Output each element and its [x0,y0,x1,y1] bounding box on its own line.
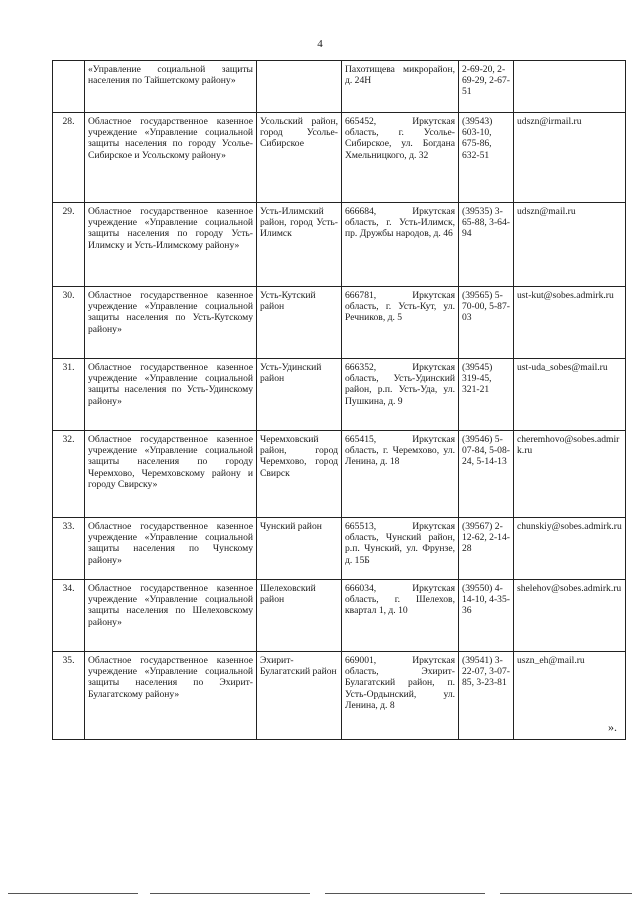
scan-edge-line [325,893,485,894]
institution-name: Областное государственное казенное учреждение «Управление социальной защиты населения по Усть-Кутскому району» [85,287,257,359]
email-address[interactable]: shelehov@sobes.admirk.ru [514,580,626,652]
table-row [53,203,626,287]
postal-address: 665513, Иркутская область, Чунский район, р.п. Чунский, ул. Фрунзе, д. 15Б [342,518,459,580]
postal-address: 669001, Иркутская область, Эхирит-Булагатский район, п. Усть-Ордынский, ул. Ленина, д. 8 [342,652,459,740]
table-row [53,113,626,203]
table-row [53,580,626,652]
phone-numbers: (39567) 2-12-62, 2-14-28 [459,518,514,580]
phone-numbers: 2-69-20, 2-69-29, 2-67-51 [459,61,514,113]
email-address[interactable]: ust-kut@sobes.admirk.ru [514,287,626,359]
service-area: Усть-Илимский район, город Усть-Илимск [257,203,342,287]
phone-numbers: (39545) 319-45, 321-21 [459,359,514,431]
row-number: 29. [53,203,85,287]
phone-numbers: (39546) 5-07-84, 5-08-24, 5-14-13 [459,431,514,518]
phone-numbers: (39535) 3-65-88, 3-64-94 [459,203,514,287]
phone-numbers: (39565) 5-70-00, 5-87-03 [459,287,514,359]
postal-address: Пахотищева микрорайон, д. 24Н [342,61,459,113]
service-area: Шелеховский район [257,580,342,652]
table-row [53,359,626,431]
table-row [53,287,626,359]
service-area: Эхирит-Булагатский район [257,652,342,740]
postal-address: 666352, Иркутская область, Усть-Удинский район, р.п. Усть-Уда, ул. Пушкина, д. 9 [342,359,459,431]
table-row [53,518,626,580]
institution-name: Областное государственное казенное учреждение «Управление социальной защиты населения по Усть-Удинскому району» [85,359,257,431]
table-row [53,431,626,518]
row-number [53,61,85,113]
institution-name: Областное государственное казенное учреждение «Управление социальной защиты населения по городу Черемхово, Черемховскому району и городу Свирску» [85,431,257,518]
closing-quote-mark: ». [608,720,617,734]
email-address [514,61,626,113]
postal-address: 666781, Иркутская область, г. Усть-Кут, ул. Речников, д. 5 [342,287,459,359]
page-number: 4 [317,38,323,50]
institution-name: Областное государственное казенное учреждение «Управление социальной защиты населения по Эхирит-Булагатскому району» [85,652,257,740]
postal-address: 666034, Иркутская область, г. Шелехов, квартал 1, д. 10 [342,580,459,652]
phone-numbers: (39541) 3-22-07, 3-07-85, 3-23-81 [459,652,514,740]
row-number: 32. [53,431,85,518]
service-area: Усольский район, город Усолье-Сибирское [257,113,342,203]
scan-edge-line [150,893,310,894]
phone-numbers: (39543) 603-10, 675-86, 632-51 [459,113,514,203]
email-address[interactable]: cheremhovo@sobes.admirk.ru [514,431,626,518]
postal-address: 665415, Иркутская область, г. Черемхово, ул. Ленина, д. 18 [342,431,459,518]
postal-address: 665452, Иркутская область, г. Усолье-Сибирское, ул. Богдана Хмельницкого, д. 32 [342,113,459,203]
email-address[interactable]: uszn_eh@mail.ru [514,652,626,740]
service-area: Усть-Кутский район [257,287,342,359]
institutions-table [52,60,626,740]
service-area: Чунский район [257,518,342,580]
email-address[interactable]: ust-uda_sobes@mail.ru [514,359,626,431]
row-number: 35. [53,652,85,740]
institution-name: Областное государственное казенное учреждение «Управление социальной защиты населения по городу Усть-Илимску и Усть-Илимскому району» [85,203,257,287]
scan-edge-line [8,893,138,894]
row-number: 28. [53,113,85,203]
row-number: 30. [53,287,85,359]
table-row [53,652,626,740]
email-address[interactable]: udszn@irmail.ru [514,113,626,203]
email-address[interactable]: chunskiy@sobes.admirk.ru [514,518,626,580]
service-area: Усть-Удинский район [257,359,342,431]
institution-name: «Управление социальной защиты населения по Тайшетскому району» [85,61,257,113]
row-number: 33. [53,518,85,580]
row-number: 34. [53,580,85,652]
service-area: Черемховский район, город Черемхово, город Свирск [257,431,342,518]
scan-edge-line [500,893,632,894]
institution-name: Областное государственное казенное учреждение «Управление социальной защиты населения по городу Усолье-Сибирское и Усольскому району» [85,113,257,203]
row-number: 31. [53,359,85,431]
email-address[interactable]: udszn@mail.ru [514,203,626,287]
institution-name: Областное государственное казенное учреждение «Управление социальной защиты населения по Чунскому району» [85,518,257,580]
phone-numbers: (39550) 4-14-10, 4-35-36 [459,580,514,652]
service-area [257,61,342,113]
table-row [53,61,626,113]
institution-name: Областное государственное казенное учреждение «Управление социальной защиты населения по Шелеховскому району» [85,580,257,652]
postal-address: 666684, Иркутская область, г. Усть-Илимск, пр. Дружбы народов, д. 46 [342,203,459,287]
